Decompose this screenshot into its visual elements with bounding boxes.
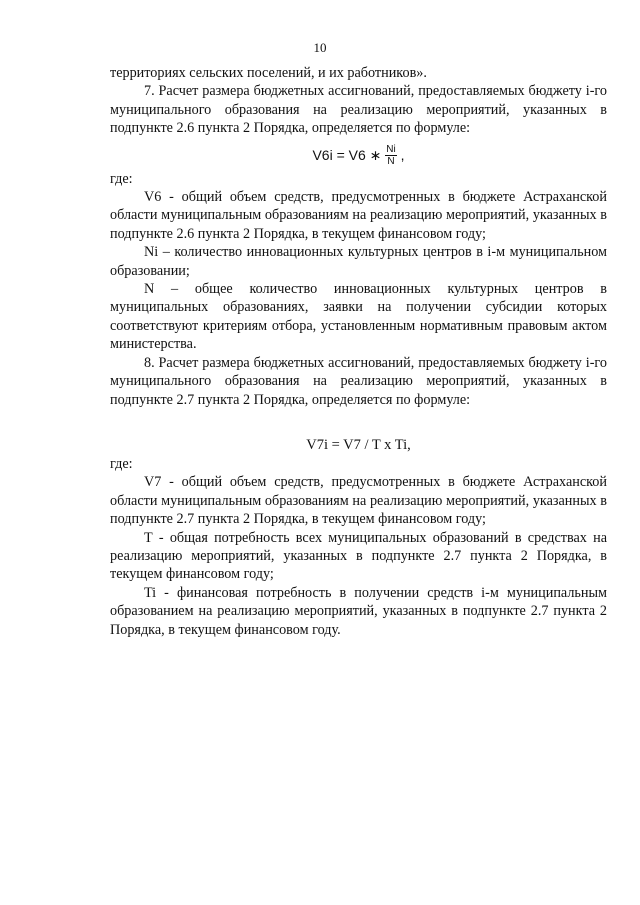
definition-ni: Ni – количество инновационных культурных центров в i-м муниципальном образовании; [110, 244, 607, 279]
formula-v6i [110, 140, 607, 170]
formula-v7i: V7i = V7 / T x Ti, [306, 436, 411, 453]
definition-v6: V6 - общий объем средств, предусмотренных в бюджете Астраханской области муниципальным образованиям на реализацию мероприятий, указанных в подпункте 2.6 пункта 2 Порядка, в текущем финансовом году; [110, 189, 607, 242]
page-number: 10 [313, 40, 327, 55]
formula-v6i-denominator: N [387, 156, 395, 168]
paragraph-8: 8. Расчет размера бюджетных ассигнований, предоставляемых бюджету i-го муниципального образования на реализацию мероприятий, указанных в подпункте 2.7 пункта 2 Порядка, определяется по формуле: [110, 354, 607, 408]
where-label-1: где: [110, 170, 133, 187]
intro-paragraph: территориях сельских поселений, и их работников». [110, 65, 427, 81]
definition-n: N – общее количество инновационных культурных центров в муниципальных образованиях, заявки на получении субсидии которых соответствуют критериям отбора, установленным нормативным правовым актом министерства. [110, 281, 607, 353]
formula-v6i-fraction [385, 144, 396, 167]
definition-v7: V7 - общий объем средств, предусмотренных в бюджете Астраханской области муниципальным образованиям на реализацию мероприятий, указанных в подпункте 2.7 пункта 2 Порядка, в текущем финансовом году; [110, 474, 607, 528]
paragraph-7: 7. Расчет размера бюджетных ассигнований, предоставляемых бюджету i-го муниципального образования на реализацию мероприятий, указанных в подпункте 2.6 пункта 2 Порядка, определяется по формуле: [110, 83, 607, 137]
formula-v6i-tail: , [400, 146, 405, 163]
formula-v6i-lhs: V6i = V6 ∗ [312, 146, 382, 163]
definition-ti: Ti - финансовая потребность в получении средств i-м муниципальным образованием на реализацию мероприятий, указанных в подпункте 2.7 пункта 2 Порядка, в текущем финансовом году. [110, 584, 607, 638]
document-body [110, 64, 607, 639]
formula-v6i-numerator: Ni [386, 144, 396, 156]
definition-t: Т - общая потребность всех муниципальных образований в средствах на реализацию мероприятий, указанных в подпункте 2.7 пункта 2 Порядка, в текущем финансовом году; [110, 529, 607, 583]
where-label-2: где: [110, 455, 133, 472]
